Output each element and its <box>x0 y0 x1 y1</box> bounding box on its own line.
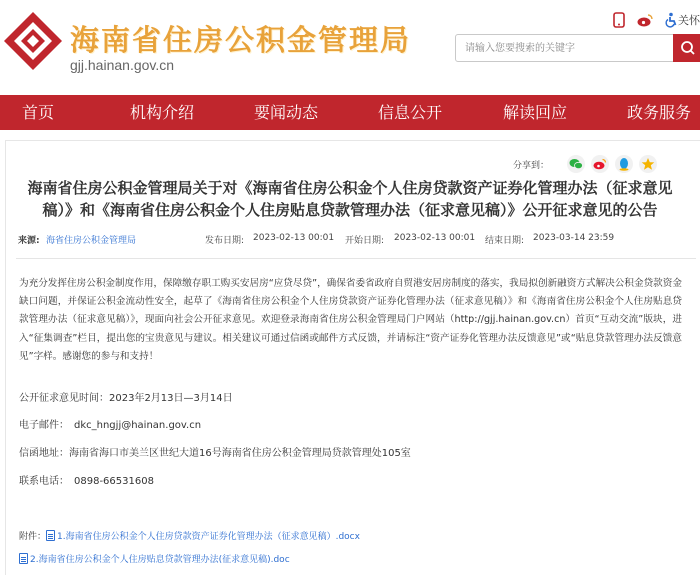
attachment-link[interactable]: 2.海南省住房公积金个人住房贴息贷款管理办法(征求意见稿).doc <box>30 555 290 565</box>
contact-phone: 联系电话： 0898-66531608 <box>19 476 154 487</box>
article-meta <box>18 233 688 249</box>
start-value: 2023-02-13 00:01 <box>394 233 476 243</box>
mobile-icon[interactable] <box>610 11 628 29</box>
wechat-icon[interactable] <box>567 155 585 173</box>
star-icon[interactable] <box>639 155 657 173</box>
main-nav <box>0 95 700 130</box>
care-mode-link[interactable]: 关怀 <box>678 14 700 27</box>
attachments-label: 附件： <box>19 532 47 542</box>
start-label: 开始日期: <box>345 236 385 246</box>
nav-item-services[interactable]: 政务服务 <box>627 103 692 122</box>
search-input[interactable] <box>456 35 676 61</box>
doc-icon <box>19 553 28 564</box>
contact-address: 信函地址：海南省海口市美兰区世纪大道16号海南省住房公积金管理局贷款管理处105室 <box>19 448 411 459</box>
top-tools <box>610 10 680 30</box>
attachment-row-2 <box>19 552 290 565</box>
meta-divider <box>16 258 696 259</box>
article-title: 海南省住房公积金管理局关于对《海南省住房公积金个人住房贷款资产证券化管理办法（征求意见稿）》和《海南省住房公积金个人住房贴息贷款管理办法（征求意见稿）》公开征求意见的公告 <box>27 179 673 219</box>
source-value[interactable]: 海省住房公积金管理局 <box>46 236 137 246</box>
site-title[interactable]: 海南省住房公积金管理局 <box>70 23 412 57</box>
comment-period: 公开征求意见时间：2023年2月13日—3月14日 <box>19 393 233 404</box>
contact-email: 电子邮件： dkc_hngjj@hainan.gov.cn <box>19 420 202 431</box>
search-icon <box>673 34 700 62</box>
search-button[interactable] <box>673 34 700 62</box>
source-label: 来源: <box>18 236 40 246</box>
article-body: 为充分发挥住房公积金制度作用，保障缴存职工购买安居房“应贷尽贷”，确保省委省政府自贸港安居房制度的落实，我局拟创新融资方式解决公积金贷款资金缺口问题，并保证公积金流动性安全，起草了《海南省住房公积金个人住房贷款资产证券化管理办法（征求意见稿）》和《海南省住房公积金个人住房贴息贷款管理办法（征求意见稿）》，现面向社会公开征求意见。欢迎登录海南省住房公积金管理局门户网站（http://gjj.hainan.gov.cn）首页“互动交流”版块，进入“征集调查”栏目，提出您的宝贵意见与建议。相关建议可通过信函或邮件方式反馈，并请标注“资产证券化管理办法反馈意见”或“贴息贷款管理办法反馈意见”字样。感谢您的参与和支持！ <box>19 278 682 362</box>
end-label: 结束日期: <box>485 236 525 246</box>
publish-label: 发布日期: <box>205 236 245 246</box>
end-value: 2023-03-14 23:59 <box>533 233 615 243</box>
nav-item-home[interactable]: 首页 <box>22 103 55 122</box>
attachment-row-1 <box>19 529 360 542</box>
nav-item-disclosure[interactable]: 信息公开 <box>378 103 443 122</box>
share-bar <box>513 155 657 173</box>
logo-emblem-icon[interactable] <box>2 10 64 72</box>
publish-value: 2023-02-13 00:01 <box>253 233 335 243</box>
search-box <box>455 34 700 62</box>
nav-item-interpretation[interactable]: 解读回应 <box>503 103 568 122</box>
nav-item-news[interactable]: 要闻动态 <box>254 103 319 122</box>
site-header <box>0 0 700 95</box>
doc-icon <box>46 530 55 541</box>
attachment-link[interactable]: 1.海南省住房公积金个人住房贷款资产证券化管理办法（征求意见稿）.docx <box>57 532 360 542</box>
site-url: gjj.hainan.gov.cn <box>70 57 175 73</box>
share-label: 分享到： <box>513 160 550 171</box>
nav-item-about[interactable]: 机构介绍 <box>130 103 195 122</box>
qq-icon[interactable] <box>615 155 633 173</box>
weibo-share-icon[interactable] <box>591 155 609 173</box>
weibo-icon[interactable] <box>636 11 654 29</box>
